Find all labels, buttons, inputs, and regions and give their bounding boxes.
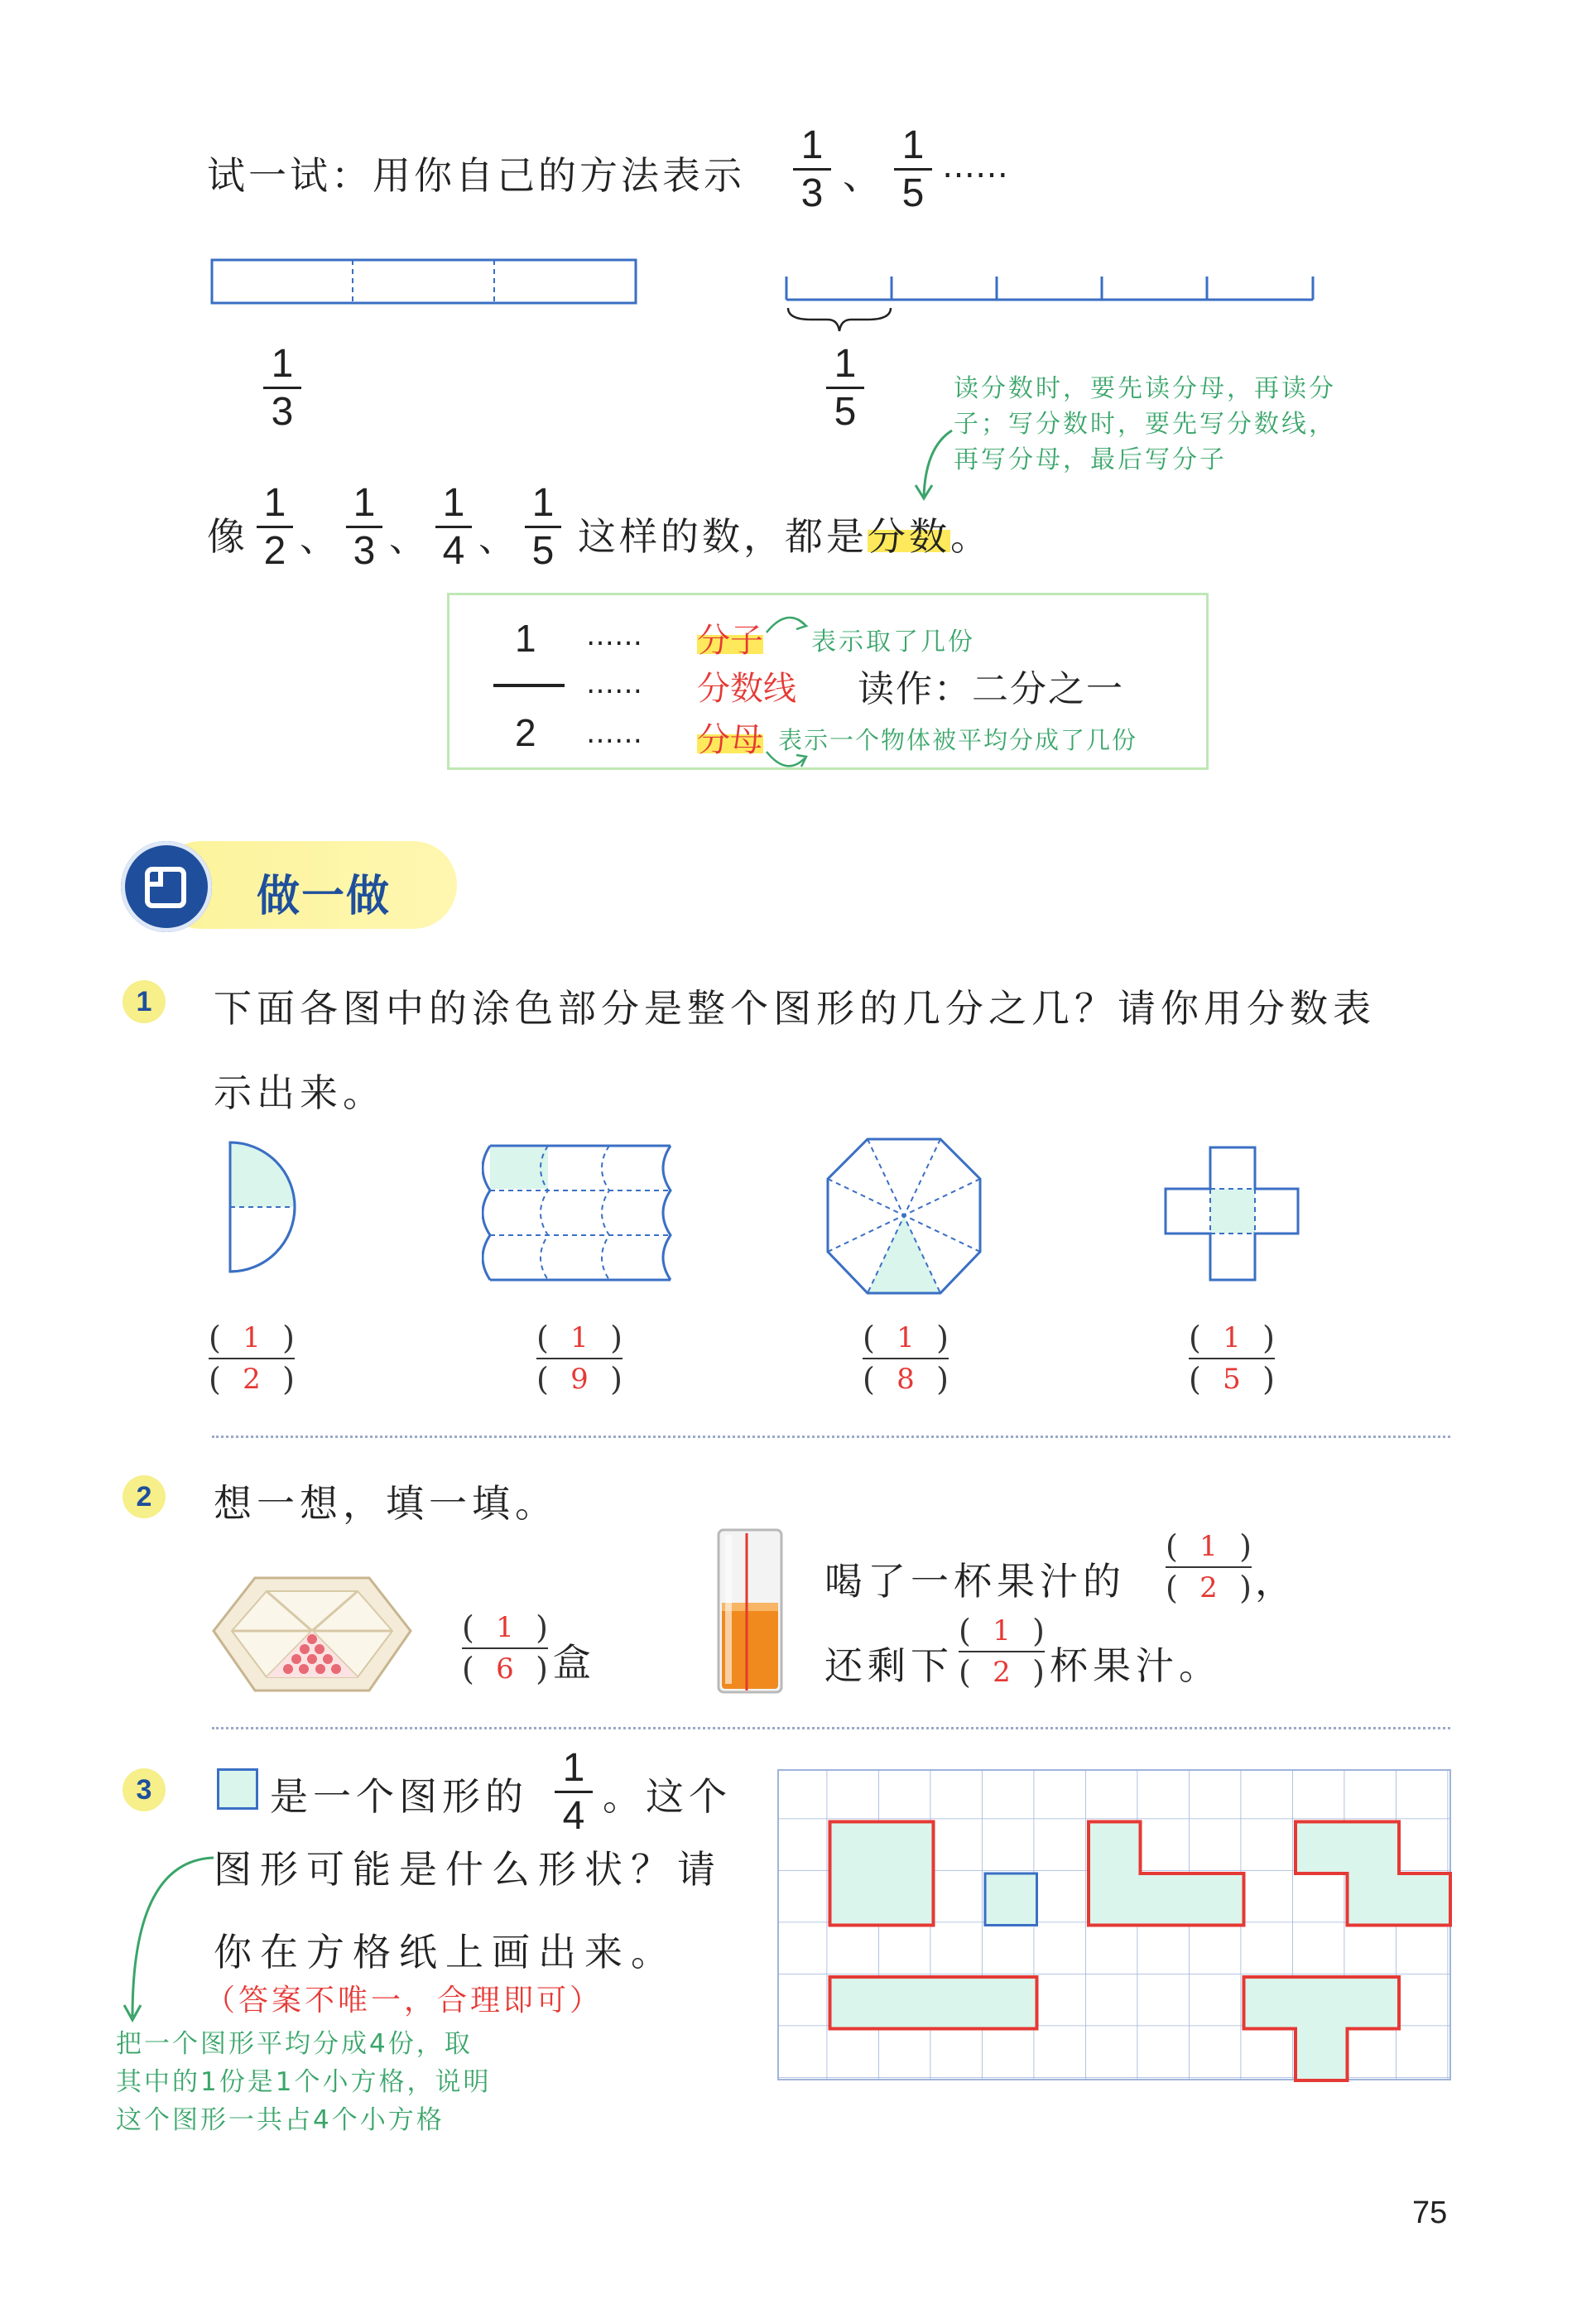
q1-answer-1 <box>209 1320 295 1397</box>
paren: ( <box>462 1651 474 1687</box>
box-numerator: 1 <box>515 617 536 660</box>
paren: ) <box>936 1320 949 1356</box>
q2-drink-suffix: ， <box>1255 1559 1293 1604</box>
paren: ( <box>1189 1361 1201 1397</box>
q1-answer-3 <box>863 1320 949 1397</box>
dots: …… <box>586 717 642 750</box>
frac-num: 1 <box>800 123 824 167</box>
paren: ( <box>1166 1570 1178 1606</box>
paren: ( <box>536 1320 549 1356</box>
try-frac-third <box>793 123 831 216</box>
page-number: 75 <box>1412 2196 1448 2230</box>
paren: ( <box>209 1320 221 1356</box>
answer-num: 1 <box>1199 1530 1218 1563</box>
q3-frac-quarter <box>555 1745 593 1839</box>
dots: …… <box>586 667 642 700</box>
q2-remain-prefix: 还剩下 <box>824 1643 954 1688</box>
paren: ) <box>1032 1613 1045 1649</box>
frac-num: 1 <box>442 481 465 525</box>
reading-note: 读分数时，要先读分母，再读分子；写分数时，要先写分数线，再写分母，最后写分子 <box>954 374 1336 474</box>
question-1-badge: 1 <box>123 980 166 1023</box>
denominator-label <box>697 714 763 761</box>
box-fraction-line <box>493 684 565 687</box>
q1-text-line1: 下面各图中的涂色部分是整个图形的几分之几？请你用分数表 <box>214 986 1376 1031</box>
sentence-frac-fifth <box>525 480 561 574</box>
answer-den: 2 <box>993 1656 1011 1689</box>
paren: ( <box>1166 1528 1178 1565</box>
bar-thirds-diagram <box>207 255 646 310</box>
sentence-middle-text: 这样的数，都是 <box>578 514 868 559</box>
sentence-frac-quarter <box>435 480 472 574</box>
try-label: 试一试：用你自己的方法表示 <box>207 153 745 198</box>
frac-den: 2 <box>263 529 286 573</box>
q3-line1-a: 是一个图形的 <box>270 1774 528 1819</box>
paren: ) <box>282 1320 295 1356</box>
paren: ( <box>536 1361 549 1397</box>
unit-square <box>985 1873 1037 1926</box>
frac-num: 1 <box>263 481 286 525</box>
sentence-middle <box>578 507 992 561</box>
q2-drink-answer <box>1166 1528 1252 1606</box>
q2-drink-prefix: 喝了一杯果汁的 <box>824 1559 1126 1604</box>
note-line: 其中的1份是1个小方格，说明 <box>116 2067 492 2097</box>
numerator-label <box>697 614 763 661</box>
frac-num: 1 <box>834 342 857 386</box>
frac-den: 3 <box>271 390 294 434</box>
q2-remain-answer <box>959 1613 1045 1691</box>
paren: ) <box>1239 1528 1252 1565</box>
denominator-arrow-icon <box>762 747 811 780</box>
frac-num: 1 <box>901 123 925 167</box>
cross-shape <box>1159 1141 1308 1290</box>
answer-den: 2 <box>243 1363 261 1396</box>
section-title: 做一做 <box>257 872 392 921</box>
note-line: 这个图形一共占4个小方格 <box>116 2105 445 2135</box>
paren: ( <box>959 1613 971 1649</box>
q3-line2: 图形可能是什么形状？请 <box>214 1847 723 1892</box>
answer-den: 2 <box>1199 1571 1218 1604</box>
frac-num: 1 <box>531 481 555 525</box>
q1-text-line2: 示出来。 <box>214 1070 386 1115</box>
frac-num: 1 <box>353 481 376 525</box>
answer-den: 8 <box>897 1363 915 1396</box>
frac-den: 4 <box>562 1794 585 1838</box>
scalloped-grid-shape <box>482 1139 680 1288</box>
paren: ) <box>536 1651 548 1687</box>
paren: ) <box>1239 1570 1252 1606</box>
answer-den: 9 <box>570 1363 589 1396</box>
answer-num: 1 <box>570 1321 589 1354</box>
denominator-label-text: 分母 <box>697 721 763 759</box>
paren: ( <box>1189 1320 1201 1356</box>
frac-den: 5 <box>834 390 857 434</box>
answer-den: 6 <box>496 1652 514 1686</box>
fraction-keyword: 分数 <box>868 514 950 559</box>
answer-num: 1 <box>1223 1321 1241 1354</box>
read-as: 读作：二分之一 <box>858 668 1124 710</box>
frac-num: 1 <box>271 342 294 386</box>
question-3-badge: 3 <box>123 1768 166 1811</box>
sentence-sep: 、 <box>300 517 336 560</box>
frac-den: 5 <box>531 529 555 573</box>
q3-line3: 你在方格纸上画出来。 <box>214 1930 677 1974</box>
try-sep: 、 <box>843 153 881 198</box>
frac-den: 3 <box>353 529 376 573</box>
candy-box-illustration <box>209 1573 416 1697</box>
divider <box>212 1727 1450 1729</box>
answer-den: 5 <box>1223 1363 1241 1396</box>
sentence-prefix: 像 <box>207 514 245 559</box>
paren: ( <box>462 1609 474 1646</box>
frac-den: 4 <box>442 529 465 573</box>
try-ellipsis: …… <box>942 147 1008 185</box>
sentence-sep: 、 <box>478 517 515 560</box>
section-badge <box>121 841 212 932</box>
paren: ) <box>1262 1320 1275 1356</box>
numerator-label-text: 分子 <box>697 622 763 660</box>
numerator-arrow-icon <box>762 608 811 641</box>
frac-den: 3 <box>800 171 824 215</box>
segment-fifths-diagram <box>778 265 1324 348</box>
note-arrow-icon <box>911 422 969 505</box>
paren: ( <box>959 1654 971 1691</box>
grid-paper <box>775 1767 1457 2088</box>
paren: ( <box>209 1361 221 1397</box>
paren: ) <box>610 1361 623 1397</box>
q2-text: 想一想，填一填。 <box>214 1481 558 1526</box>
sentence-sep: 、 <box>389 517 425 560</box>
fraction-line-label: 分数线 <box>697 670 796 708</box>
dots: …… <box>586 619 642 652</box>
q1-answer-4 <box>1189 1320 1275 1397</box>
numerator-note: 表示取了几份 <box>811 628 975 656</box>
paren: ) <box>610 1320 623 1356</box>
q3-line1-b: 。这个 <box>603 1774 732 1819</box>
answer-num: 1 <box>993 1614 1011 1647</box>
question-2-badge: 2 <box>123 1475 166 1518</box>
paren: ( <box>863 1361 875 1397</box>
q2-box-answer <box>462 1609 548 1687</box>
bar-label-third <box>263 341 301 435</box>
q1-answer-2 <box>536 1320 623 1397</box>
octagon-shape <box>821 1136 987 1301</box>
sentence-frac-third <box>346 480 382 574</box>
sentence-frac-half <box>257 480 293 574</box>
q3-note <box>116 2025 491 2139</box>
pencil-box-icon <box>121 841 212 932</box>
note-line: 把一个图形平均分成4份，取 <box>116 2029 473 2059</box>
line-label-fifth <box>826 341 864 435</box>
paren: ) <box>1262 1361 1275 1397</box>
paren: ) <box>936 1361 949 1397</box>
semicircle-shape <box>217 1137 316 1287</box>
box-denominator: 2 <box>515 711 536 754</box>
paren: ( <box>863 1320 875 1356</box>
small-square-icon <box>217 1768 258 1810</box>
q3-hint: （答案不唯一，合理即可） <box>205 1984 603 2018</box>
shape-square <box>830 1822 934 1926</box>
denominator-note: 表示一个物体被平均分成了几份 <box>778 726 1138 754</box>
frac-den: 5 <box>901 171 925 215</box>
sentence-end: 。 <box>950 514 992 559</box>
answer-num: 1 <box>243 1321 261 1354</box>
answer-num: 1 <box>496 1611 514 1644</box>
answer-num: 1 <box>897 1321 915 1354</box>
q2-box-unit: 盒 <box>553 1640 591 1685</box>
juice-glass-illustration <box>714 1525 786 1699</box>
paren: ) <box>1032 1654 1045 1691</box>
q2-remain-suffix: 杯果汁。 <box>1050 1643 1222 1688</box>
shape-bar <box>830 1977 1037 2029</box>
try-frac-fifth <box>894 123 932 216</box>
divider <box>212 1436 1450 1438</box>
paren: ) <box>536 1609 548 1646</box>
hint-arrow-icon <box>116 1851 224 2033</box>
paren: ) <box>282 1361 295 1397</box>
frac-num: 1 <box>562 1746 585 1790</box>
